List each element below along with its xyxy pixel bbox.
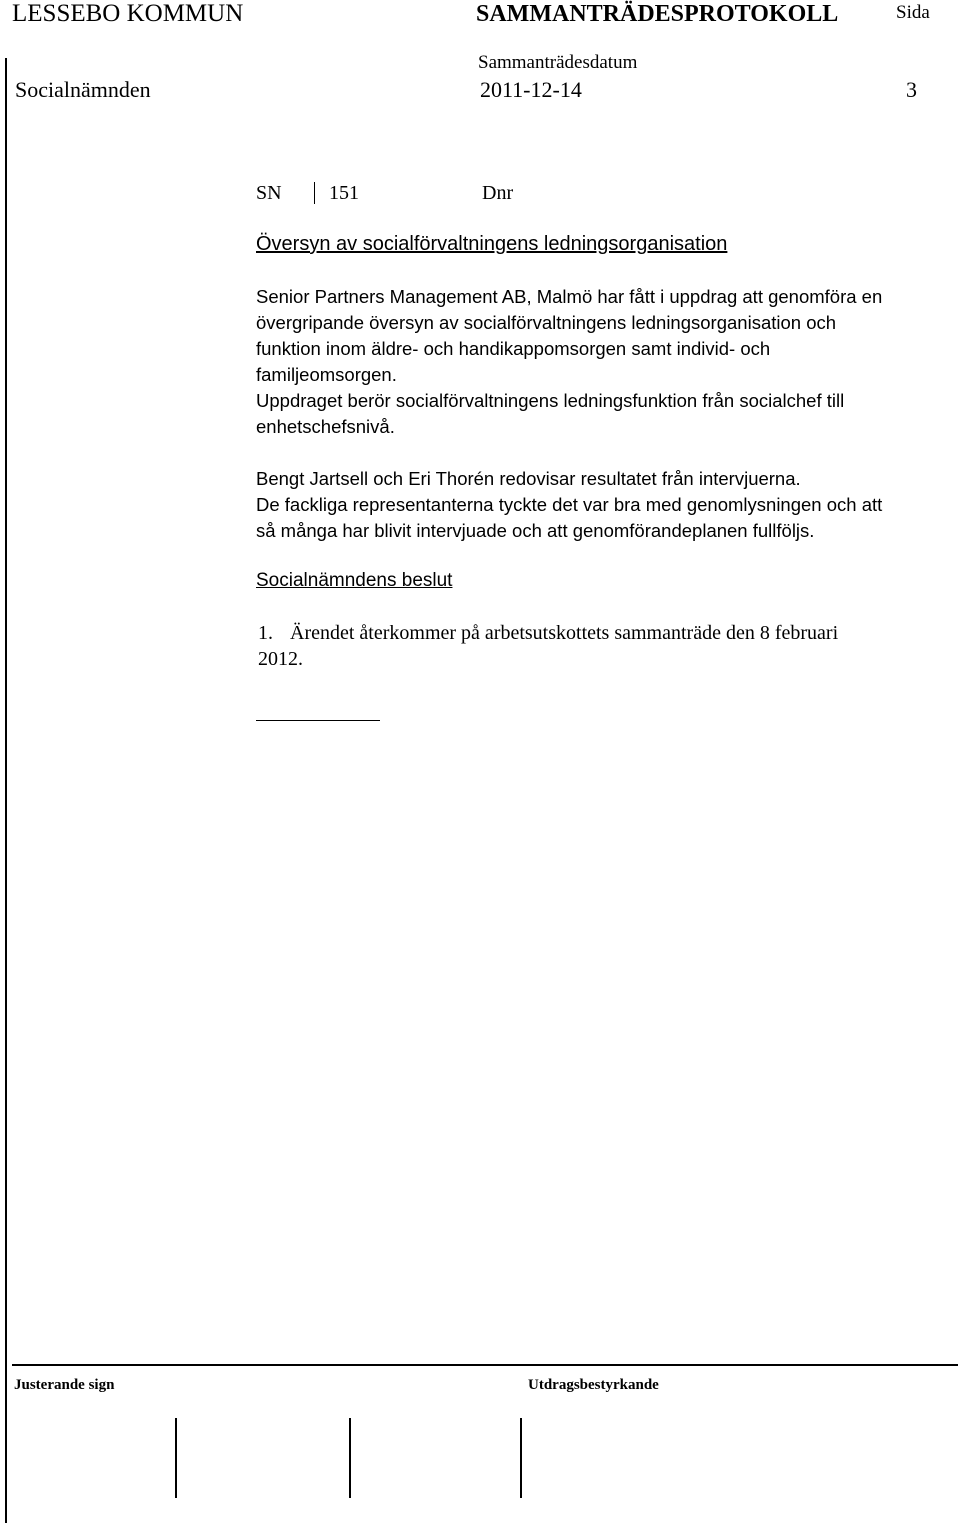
paragraph-line: Uppdraget berör socialförvaltningens ledningsfunktion från socialchef till <box>256 390 845 411</box>
decision-item-line: Ärendet återkommer på arbetsutskottets sammanträde den 8 februari <box>290 622 839 644</box>
left-margin-rule <box>5 58 7 1523</box>
paragraph-2 <box>256 388 844 440</box>
page-label: Sida <box>896 2 930 23</box>
case-sn-number: 151 <box>329 182 359 204</box>
paragraph-line: så många har blivit intervjuade och att genomförandeplanen fullföljs. <box>256 520 815 541</box>
signature-box-line <box>349 1418 351 1498</box>
decision-heading: Socialnämndens beslut <box>256 570 453 591</box>
municipality-name: LESSEBO KOMMUN <box>12 0 244 27</box>
case-sn-label: SN <box>256 182 282 204</box>
signature-box-line <box>175 1418 177 1498</box>
decision-item-text <box>290 620 838 646</box>
paragraph-line: De fackliga representanterna tyckte det var bra med genomlysningen och att <box>256 494 883 515</box>
paragraph-3 <box>256 466 882 544</box>
paragraph-1 <box>256 284 882 388</box>
footer-left-label: Justerande sign <box>14 1377 115 1393</box>
paragraph-line: Senior Partners Management AB, Malmö har fått i uppdrag att genomföra en <box>256 286 883 307</box>
paragraph-line: funktion inom äldre- och handikappomsorgen samt individ- och <box>256 338 771 359</box>
date-label: Sammanträdesdatum <box>478 52 638 73</box>
end-of-section-rule <box>256 720 380 721</box>
meeting-date: 2011-12-14 <box>480 77 582 102</box>
committee-name: Socialnämnden <box>15 77 151 102</box>
paragraph-line: enhetschefsnivå. <box>256 416 395 437</box>
case-dnr-label: Dnr <box>482 182 514 204</box>
page-number: 3 <box>906 77 917 102</box>
paragraph-line: övergripande översyn av socialförvaltningens ledningsorganisation och <box>256 312 837 333</box>
decision-item-number: 1. <box>258 622 273 644</box>
case-divider <box>314 182 315 204</box>
paragraph-line: Bengt Jartsell och Eri Thorén redovisar resultatet från intervjuerna. <box>256 468 801 489</box>
footer-right-label: Utdragsbestyrkande <box>528 1377 659 1393</box>
footer-rule <box>12 1364 958 1366</box>
page-title: Översyn av socialförvaltningens ledningsorganisation <box>256 233 728 255</box>
paragraph-line: familjeomsorgen. <box>256 364 397 385</box>
signature-box-line <box>520 1418 522 1498</box>
decision-item-text-continued: 2012. <box>258 648 303 670</box>
document-type: SAMMANTRÄDESPROTOKOLL <box>476 1 839 27</box>
